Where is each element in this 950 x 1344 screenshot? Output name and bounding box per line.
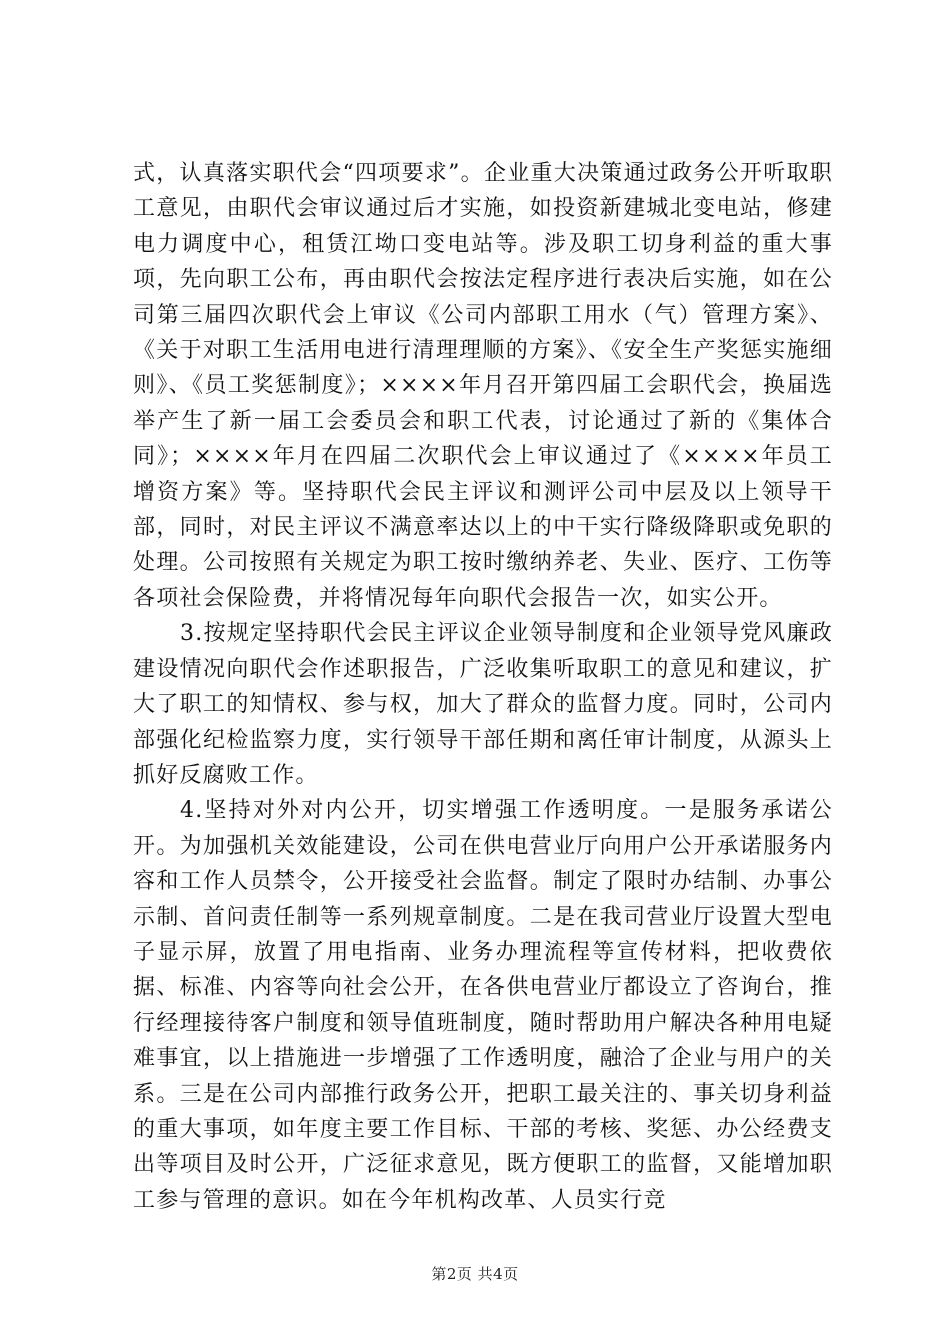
document-body [133, 156, 833, 1218]
paragraph-3: 4.坚持对外对内公开，切实增强工作透明度。一是服务承诺公开。为加强机关效能建设，公司在供电营业厅向用户公开承诺服务内容和工作人员禁令，公开接受社会监督。制定了限时办结制、办事公示制、首问责任制等一系列规章制度。二是在我司营业厅设置大型电子显示屏，放置了用电指南、业务办理流程等宣传材料，把收费依据、标准、内容等向社会公开，在各供电营业厅都设立了咨询台，推行经理接待客户制度和领导值班制度，随时帮助用户解决各种用电疑难事宜，以上措施进一步增强了工作透明度，融洽了企业与用户的关系。三是在公司内部推行政务公开，把职工最关注的、事关切身利益的重大事项，如年度主要工作目标、干部的考核、奖惩、办公经费支出等项目及时公开，广泛征求意见，既方便职工的监督，又能增加职工参与管理的意识。如在今年机构改革、人员实行竞 [133, 798, 833, 1213]
paragraph-2: 3.按规定坚持职代会民主评议企业领导制度和企业领导党风廉政建设情况向职代会作述职报告，广泛收集听取职工的意见和建议，扩大了职工的知情权、参与权，加大了群众的监督力度。同时，公司内部强化纪检监察力度，实行领导干部任期和离任审计制度，从源头上抓好反腐败工作。 [133, 621, 833, 788]
paragraph-1: 式，认真落实职代会“四项要求”。企业重大决策通过政务公开听取职工意见，由职代会审议通过后才实施，如投资新建城北变电站，修建电力调度中心，租赁江坳口变电站等。涉及职工切身利益的重大事项，先向职工公布，再由职代会按法定程序进行表决后实施，如在公司第三届四次职代会上审议《公司内部职工用水（气）管理方案》、《关于对职工生活用电进行清理理顺的方案》、《安全生产奖惩实施细则》、《员工奖惩制度》；××××年月召开第四届工会职代会，换届选举产生了新一届工会委员会和职工代表，讨论通过了新的《集体合同》；××××年月在四届二次职代会上审议通过了《××××年员工增资方案》等。坚持职代会民主评议和测评公司中层及以上领导干部，同时，对民主评议不满意率达以上的中干实行降级降职或免职的处理。公司按照有关规定为职工按时缴纳养老、失业、医疗、工伤等各项社会保险费，并将情况每年向职代会报告一次，如实公开。 [133, 161, 833, 611]
page-footer: 第2页 共4页 [431, 1265, 519, 1283]
